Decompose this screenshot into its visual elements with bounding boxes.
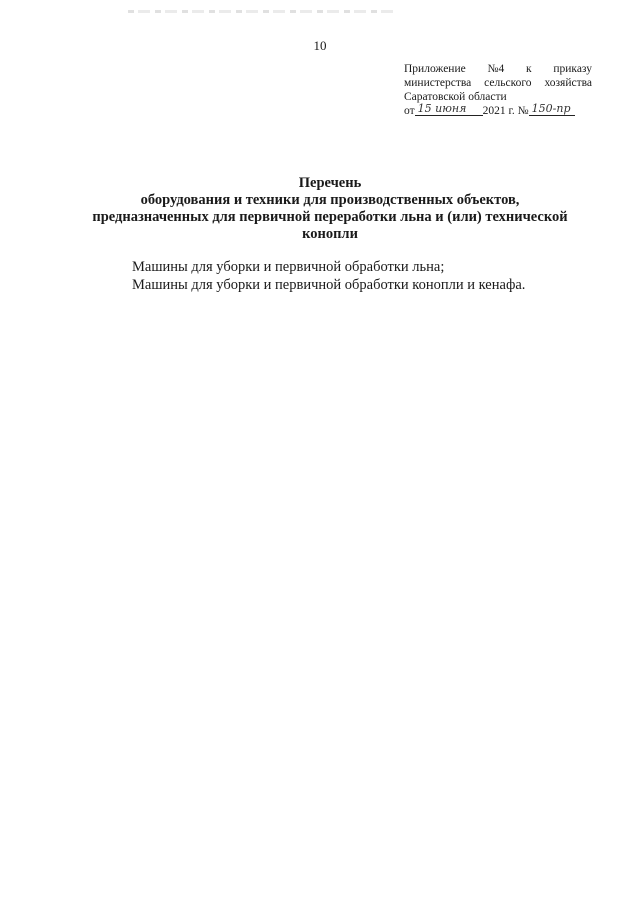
- title-line-3: предназначенных для первичной переработки льна и (или) технической: [92, 209, 568, 225]
- appendix-word: Приложение: [404, 63, 466, 75]
- title-line-4: конопли: [302, 226, 358, 242]
- handwritten-order-number: 150-пр: [529, 103, 575, 116]
- appendix-year-label: 2021 г. №: [482, 105, 529, 117]
- document-title: [70, 175, 590, 243]
- appendix-number: №4: [487, 63, 505, 75]
- appendix-agricultural-word: сельского: [484, 77, 532, 89]
- list-item: Машины для уборки и первичной обработки конопли и кенафа.: [132, 277, 526, 293]
- handwritten-date: 15 июня: [415, 103, 483, 116]
- page-number: 10: [313, 38, 327, 53]
- appendix-region: Саратовской области: [404, 91, 507, 103]
- appendix-order-word: приказу: [553, 63, 592, 75]
- appendix-header: [404, 62, 592, 118]
- appendix-ministry-word: министерства: [404, 77, 472, 89]
- title-line-2: оборудования и техники для производственных объектов,: [140, 192, 520, 208]
- scan-artifact-header: [128, 10, 398, 13]
- appendix-line-4: [404, 104, 592, 118]
- appendix-line-1: [404, 62, 592, 76]
- appendix-economy-word: хозяйства: [544, 77, 592, 89]
- title-line-1: Перечень: [298, 175, 362, 191]
- appendix-to-word: к: [526, 63, 532, 75]
- equipment-list: [132, 258, 592, 294]
- appendix-from-label: от: [404, 105, 415, 117]
- appendix-line-2: [404, 76, 592, 90]
- list-item: Машины для уборки и первичной обработки льна;: [132, 259, 445, 275]
